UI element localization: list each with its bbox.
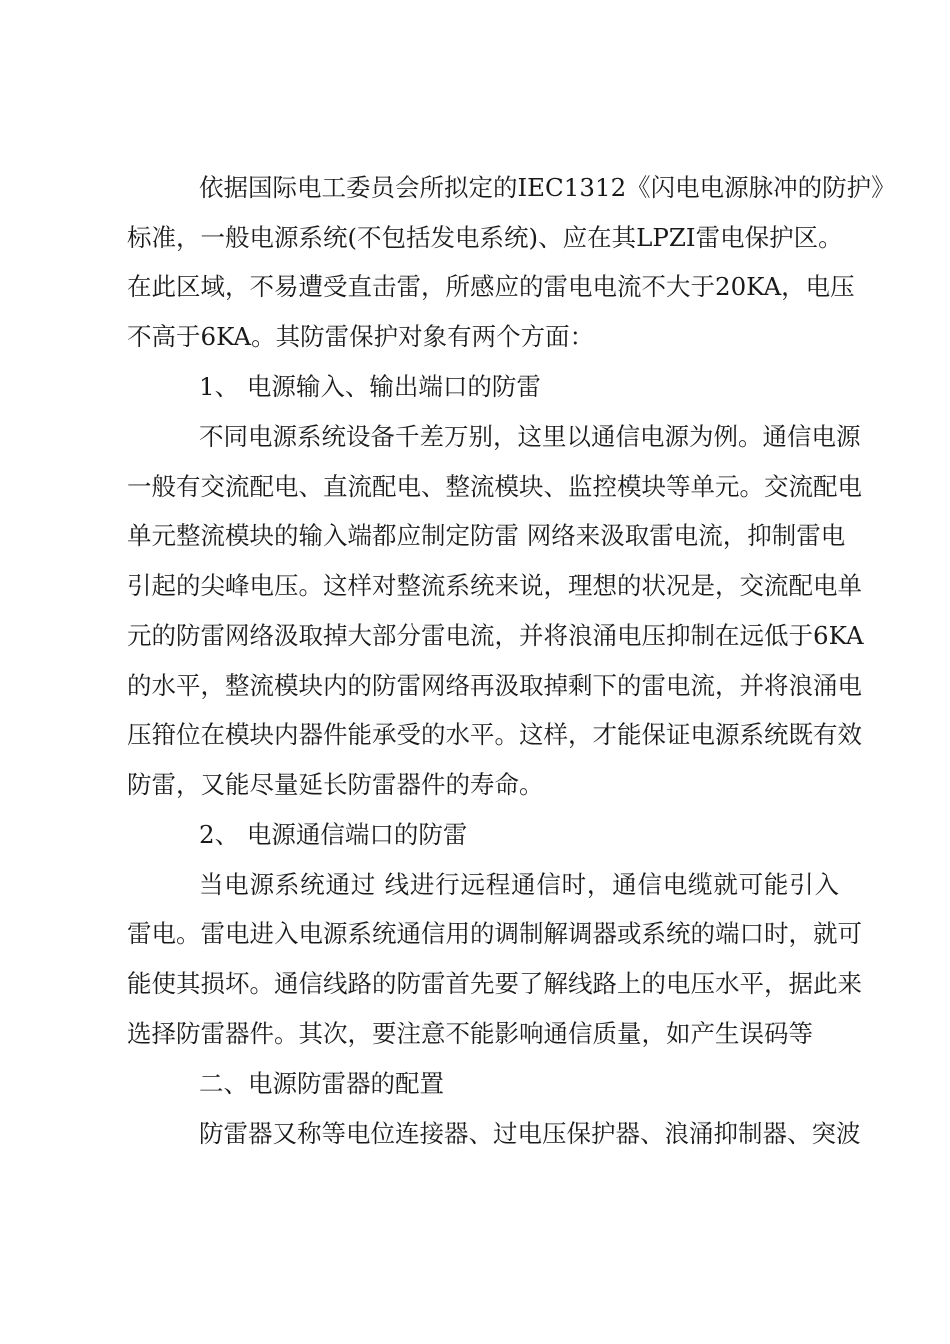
io-line-3: 单元整流模块的输入端都应制定防雷 网络来汲取雷电流，抑制雷电 — [127, 521, 846, 550]
io-line-8: 防雷，又能尽量延长防雷器件的寿命。 — [127, 770, 544, 799]
comm-line-1: 当电源系统通过 线进行远程通信时，通信电缆就可能引入 — [199, 870, 839, 899]
io-line-5: 元的防雷网络汲取掉大部分雷电流，并将浪涌电压抑制在远低于6KA — [127, 621, 864, 650]
intro-line-4: 不高于6KA。其防雷保护对象有两个方面： — [127, 322, 595, 351]
comm-line-4: 选择防雷器件。其次，要注意不能影响通信质量，如产生误码等 — [127, 1019, 813, 1048]
section-heading-2: 2、 电源通信端口的防雷 — [199, 820, 468, 849]
section-heading-1: 1、 电源输入、输出端口的防雷 — [199, 372, 541, 401]
comm-line-2: 雷电。雷电进入电源系统通信用的调制解调器或系统的端口时，就可 — [127, 919, 862, 948]
io-line-4: 引起的尖峰电压。这样对整流系统来说，理想的状况是，交流配电单 — [127, 571, 862, 600]
arrester-line-1: 防雷器又称等电位连接器、过电压保护器、浪涌抑制器、突波 — [199, 1119, 861, 1148]
intro-line-3: 在此区域，不易遭受直击雷，所感应的雷电电流不大于20KA，电压 — [127, 272, 855, 301]
intro-line-1: 依据国际电工委员会所拟定的IEC1312《闪电电源脉冲的防护》 — [199, 173, 896, 202]
intro-line-2: 标准，一般电源系统(不包括发电系统)、应在其LPZI雷电保护区。 — [127, 223, 843, 252]
io-line-6: 的水平，整流模块内的防雷网络再汲取掉剩下的雷电流，并将浪涌电 — [127, 671, 862, 700]
io-line-7: 压箝位在模块内器件能承受的水平。这样，才能保证电源系统既有效 — [127, 720, 862, 749]
io-line-2: 一般有交流配电、直流配电、整流模块、监控模块等单元。交流配电 — [127, 472, 862, 501]
comm-line-3: 能使其损坏。通信线路的防雷首先要了解线路上的电压水平，据此来 — [127, 969, 862, 998]
io-line-1: 不同电源系统设备千差万别，这里以通信电源为例。通信电源 — [199, 422, 861, 451]
section-heading-3: 二、电源防雷器的配置 — [199, 1069, 444, 1098]
